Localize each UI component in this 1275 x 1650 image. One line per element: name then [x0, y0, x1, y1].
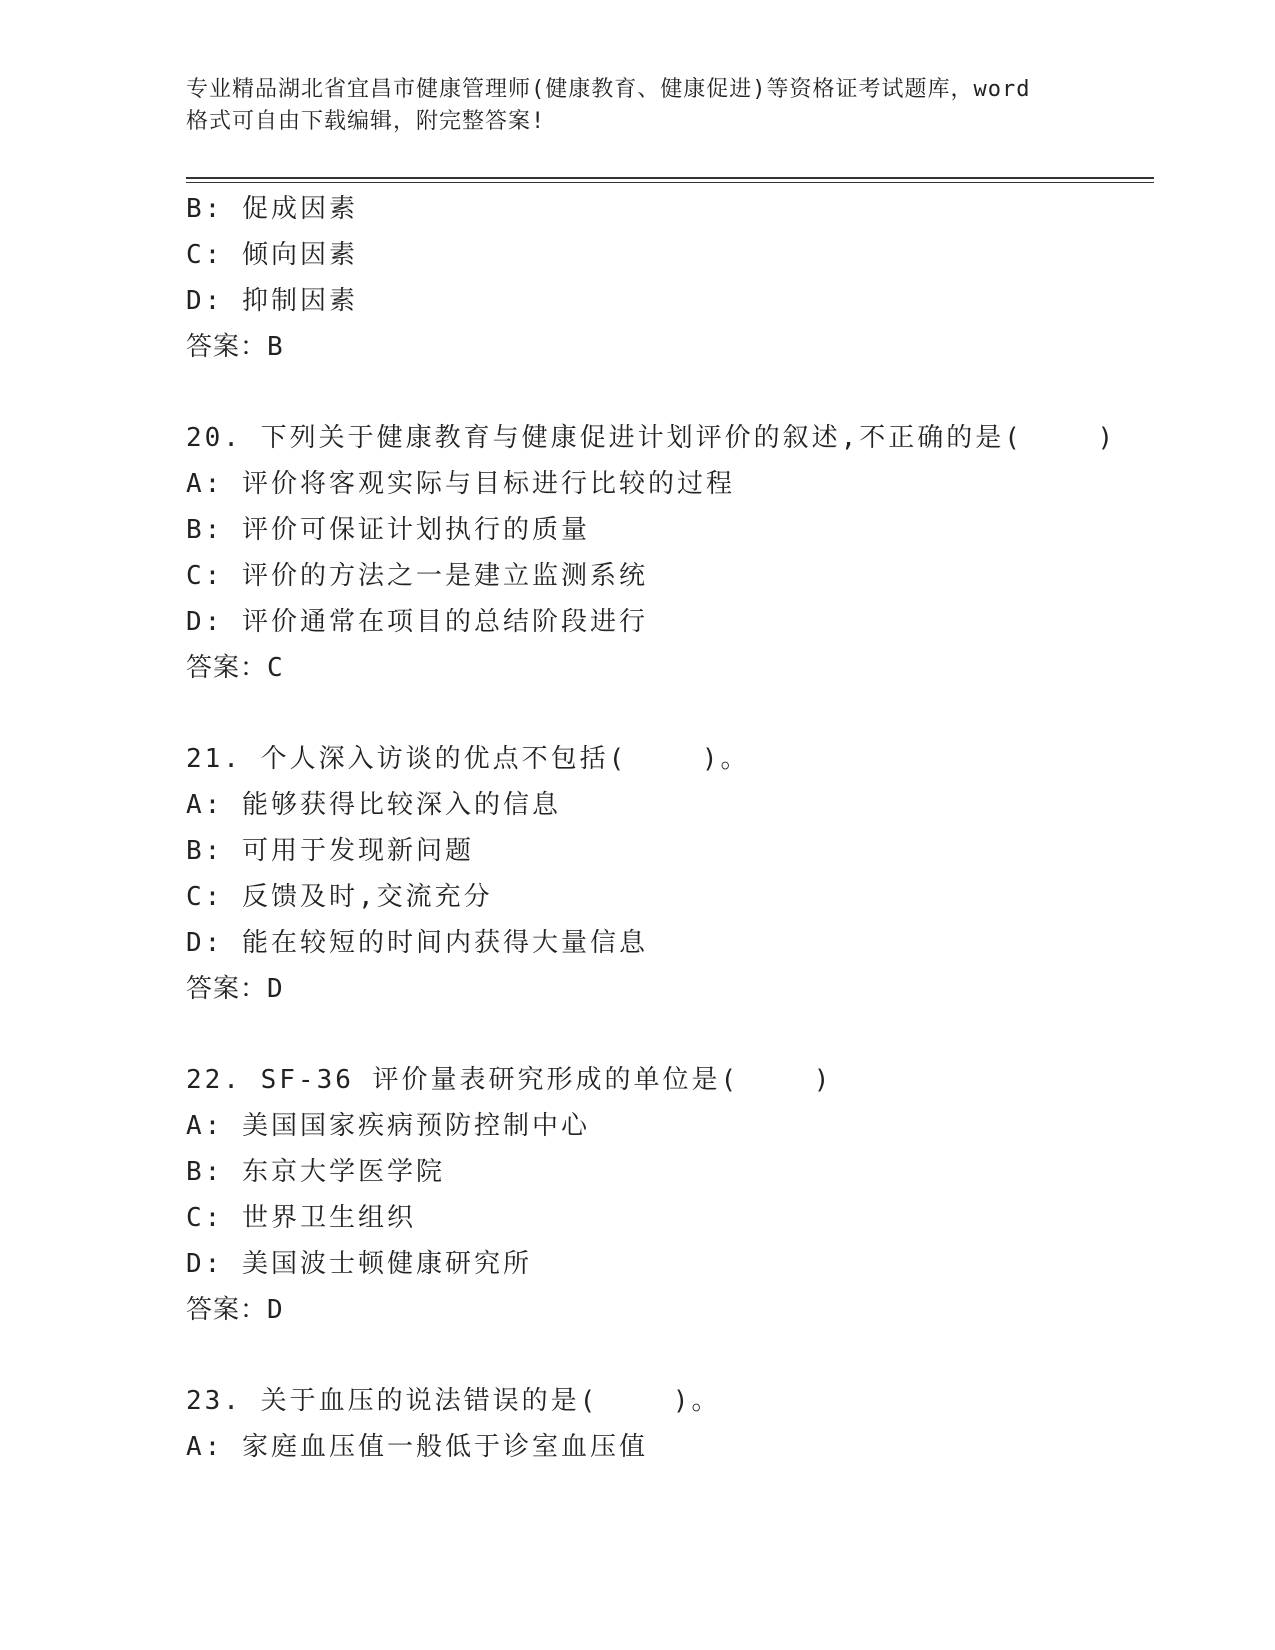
option-c: C: 反馈及时,交流充分 — [186, 882, 493, 912]
option-a: A: 评价将客观实际与目标进行比较的过程 — [186, 469, 735, 499]
option-b: B: 评价可保证计划执行的质量 — [186, 515, 590, 545]
answer-value: D — [267, 1295, 284, 1325]
question-stem: 22. SF-36 评价量表研究形成的单位是( ) — [186, 1065, 833, 1095]
header-rule-thick — [186, 177, 1154, 179]
answer-label: 答案： — [186, 653, 268, 683]
option-c: C: 倾向因素 — [186, 240, 358, 270]
header-rule-thin — [186, 182, 1154, 183]
question-20 — [186, 415, 1156, 691]
option-d: D: 抑制因素 — [186, 286, 358, 316]
option-c: C: 世界卫生组织 — [186, 1203, 416, 1233]
header-line-2: 格式可自由下载编辑，附完整答案! — [186, 109, 546, 134]
question-22 — [186, 1057, 1156, 1333]
question-stem: 21. 个人深入访谈的优点不包括( )。 — [186, 744, 750, 774]
option-c: C: 评价的方法之一是建立监测系统 — [186, 561, 648, 591]
question-21 — [186, 736, 1156, 1012]
question-23 — [186, 1378, 1156, 1470]
document-header — [186, 74, 1086, 138]
answer-line — [186, 966, 1156, 1012]
question-list — [186, 186, 1156, 1470]
answer-line — [186, 324, 1156, 370]
answer-value: C — [267, 653, 284, 683]
question-stem: 23. 关于血压的说法错误的是( )。 — [186, 1386, 721, 1416]
option-b: B: 促成因素 — [186, 194, 358, 224]
option-a: A: 能够获得比较深入的信息 — [186, 790, 561, 820]
option-b: B: 可用于发现新问题 — [186, 836, 474, 866]
answer-value: D — [267, 974, 284, 1004]
option-b: B: 东京大学医学院 — [186, 1157, 445, 1187]
answer-label: 答案： — [186, 332, 268, 362]
option-a: A: 美国国家疾病预防控制中心 — [186, 1111, 590, 1141]
answer-value: B — [267, 332, 284, 362]
answer-line — [186, 645, 1156, 691]
question-19-tail — [186, 186, 1156, 370]
answer-label: 答案： — [186, 974, 268, 1004]
option-d: D: 评价通常在项目的总结阶段进行 — [186, 607, 648, 637]
header-line-1: 专业精品湖北省宜昌市健康管理师(健康教育、健康促进)等资格证考试题库，word — [186, 77, 1031, 102]
option-d: D: 美国波士顿健康研究所 — [186, 1249, 532, 1279]
option-d: D: 能在较短的时间内获得大量信息 — [186, 928, 648, 958]
answer-label: 答案： — [186, 1295, 268, 1325]
answer-line — [186, 1287, 1156, 1333]
option-a: A: 家庭血压值一般低于诊室血压值 — [186, 1432, 648, 1462]
question-stem: 20. 下列关于健康教育与健康促进计划评价的叙述,不正确的是( ) — [186, 423, 1117, 453]
